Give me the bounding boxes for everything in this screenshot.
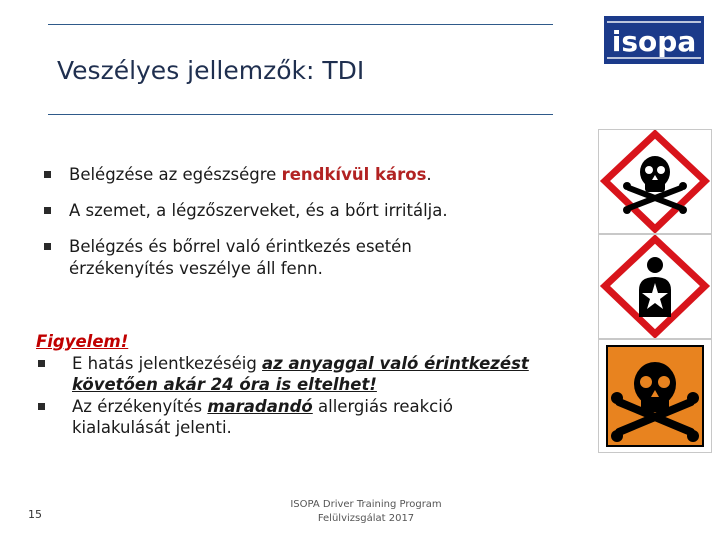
- list-item: E hatás jelentkezéséig az anyaggal való érintkezést követően akár 24 óra is eltelhet!: [36, 353, 581, 396]
- isopa-logo: [604, 16, 704, 64]
- hazard-bullet-list: [40, 164, 580, 294]
- footer-line: ISOPA Driver Training Program: [290, 499, 442, 510]
- square-bullet-icon: [38, 360, 45, 367]
- warning-title: Figyelem!: [36, 332, 129, 351]
- emphasis-text: az anyaggal való érintkezést: [262, 353, 529, 373]
- square-bullet-icon: [44, 207, 51, 214]
- list-item: Az érzékenyítés maradandó allergiás reakció kialakulását jelenti.: [36, 396, 581, 439]
- toxic-orange-icon: [598, 339, 712, 453]
- health-hazard-ghs-icon: [598, 234, 712, 339]
- footer: [256, 498, 476, 526]
- square-bullet-icon: [38, 403, 45, 410]
- top-divider: [48, 24, 553, 25]
- skull-crossbones-ghs-icon: [598, 129, 712, 234]
- footer-line: Felülvizsgálat 2017: [317, 513, 415, 524]
- emphasis-text: rendkívül káros: [281, 165, 427, 184]
- emphasis-text: maradandó: [207, 396, 313, 416]
- page-number: 15: [28, 508, 42, 521]
- logo-text: isopa: [611, 25, 697, 58]
- page-title: Veszélyes jellemzők: TDI: [57, 56, 365, 85]
- warning-block: [36, 331, 581, 439]
- list-item: Belégzés és bőrrel való érintkezés esetén érzékenyítés veszélye áll fenn.: [40, 236, 580, 280]
- bottom-divider: [48, 114, 553, 115]
- list-item: Belégzése az egészségre rendkívül káros.: [40, 164, 580, 186]
- emphasis-text: követően akár 24 óra is eltelhet!: [72, 375, 377, 394]
- list-item: A szemet, a légzőszerveket, és a bőrt irritálja.: [40, 200, 580, 222]
- square-bullet-icon: [44, 171, 51, 178]
- square-bullet-icon: [44, 243, 51, 250]
